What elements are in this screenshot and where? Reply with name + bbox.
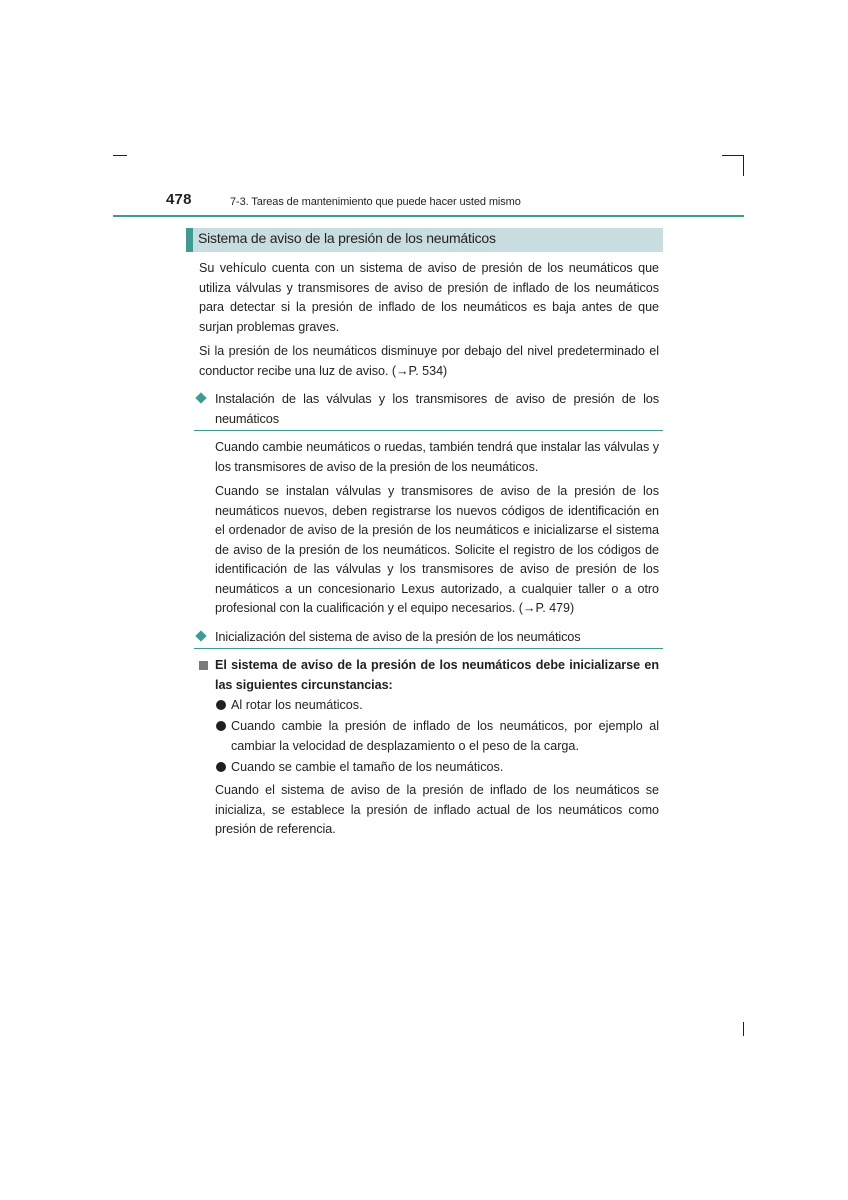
diamond-bullet-icon xyxy=(195,392,206,403)
section-title: Sistema de aviso de la presión de los neumáticos xyxy=(198,230,496,246)
running-header: 7-3. Tareas de mantenimiento que puede hacer usted mismo xyxy=(230,196,521,208)
initialization-closing-paragraph: Cuando el sistema de aviso de la presión de inflado de los neumáticos se inicializa, se establece la presión de inflado actual de los neumáticos como presión de referencia. xyxy=(215,783,659,836)
crop-mark-top-right-h xyxy=(722,155,744,156)
intro-paragraph-2: Si la presión de los neumáticos disminuye por debajo del nivel predeterminado el conductor recibe una luz de aviso. (→P. 534) xyxy=(199,344,659,378)
bullet-dot-icon xyxy=(216,721,226,731)
bullet-item: Al rotar los neumáticos. xyxy=(231,698,363,712)
subsection-heading-initialization xyxy=(194,627,663,649)
header-rule xyxy=(113,215,744,217)
diamond-bullet-icon xyxy=(195,630,206,641)
subsection-heading-installation xyxy=(194,389,663,431)
page-number: 478 xyxy=(166,191,192,208)
subsection-heading-text: Inicialización del sistema de aviso de la presión de los neumáticos xyxy=(215,629,581,644)
crop-mark-bottom-right xyxy=(743,1022,744,1036)
bullet-dot-icon xyxy=(216,700,226,710)
bullet-dot-icon xyxy=(216,762,226,772)
intro-paragraph-1: Su vehículo cuenta con un sistema de aviso de presión de los neumáticos que utiliza válvulas y transmisores de aviso de presión de inflado de los neumáticos para detectar si la presión de inflado de los neumáticos es baja antes de que surjan problemas graves. xyxy=(199,261,659,334)
bullet-item: Cuando cambie la presión de inflado de los neumáticos, por ejemplo al cambiar la velocidad de desplazamiento o el peso de la carga. xyxy=(231,719,659,753)
installation-paragraph-1: Cuando cambie neumáticos o ruedas, también tendrá que instalar las válvulas y los transmisores de aviso de la presión de los neumáticos. xyxy=(215,440,659,474)
section-title-box xyxy=(186,228,663,252)
bullet-item: Cuando se cambie el tamaño de los neumáticos. xyxy=(231,760,504,774)
section-title-accent xyxy=(186,228,193,252)
crop-mark-top-left xyxy=(113,155,127,156)
installation-paragraph-2: Cuando se instalan válvulas y transmisores de aviso de la presión de los neumáticos nuevos, deben registrarse los nuevos códigos de identificación en el ordenador de aviso de la presión de los neumáticos e inicializarse el sistema de aviso de la presión de los neumáticos. Solicite el registro de los códigos de identificación de las válvulas y los transmisores de aviso de presión de los neumáticos a un concesionario Lexus autorizado, a cualquier taller o a otro profesional con la cualificación y el equipo necesarios. (→P. 479) xyxy=(215,484,659,615)
initialization-item-heading: El sistema de aviso de la presión de los neumáticos debe inicializarse en las siguientes circunstancias: xyxy=(215,658,659,692)
subsection-heading-text: Instalación de las válvulas y los transmisores de aviso de presión de los neumáticos xyxy=(215,391,659,426)
crop-mark-top-right-v xyxy=(743,155,744,176)
square-bullet-icon xyxy=(199,661,208,670)
